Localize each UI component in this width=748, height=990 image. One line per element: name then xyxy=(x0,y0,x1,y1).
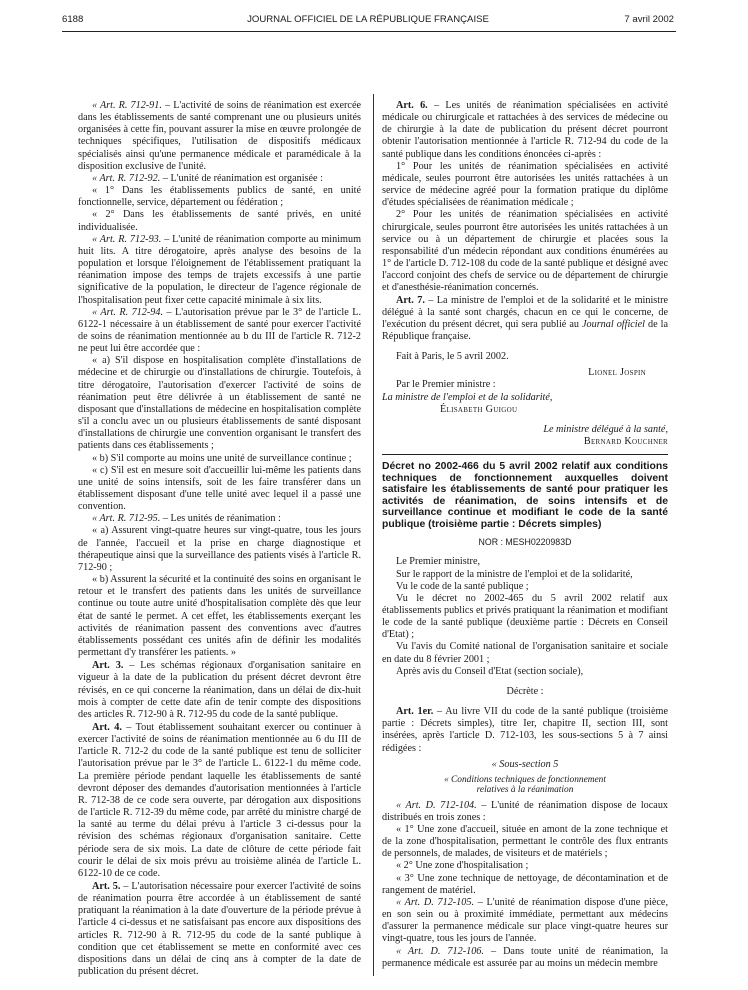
paragraph: « a) Assurent vingt-quatre heures sur vingt-quatre, tous les jours de l'année, l'accueil et la prise en charge diagnostique et thérapeutique ainsi que la surveillance des patients visés à l'article R. 712-90 ; xyxy=(78,525,361,573)
article-d712-106 xyxy=(382,946,668,970)
article-4 xyxy=(78,722,361,880)
preamble-line: Le Premier ministre, xyxy=(396,556,481,568)
article-d712-105 xyxy=(382,897,668,946)
right-column xyxy=(382,100,668,970)
article-1 xyxy=(382,706,668,755)
prime-minister-intro: Par le Premier ministre : xyxy=(396,379,496,391)
article-ref: « Art. R. 712-94. xyxy=(92,306,163,318)
paragraph: « a) S'il dispose en hospitalisation complète d'installations de médecine et de chirurgie ou d'installations de chirurgie. Toutefois, à titre dérogatoire, l'autorisation d'exercer l'activité de soins de réanimation peut être délivrée à un établissement de santé ne disposant que d'installations de médecine en hospitalisation complète s'il a conclu avec un ou plusieurs établissements de santé disposant d'installations de chirurgie une convention organisant le transfert des patients dans ces établissements ; xyxy=(78,355,361,452)
preamble-line: Vu le code de la santé publique ; xyxy=(396,580,529,592)
paragraph: « b) Assurent la sécurité et la continuité des soins en organisant le retour et le transfert des patients dans les unités de surveillance continue ou toute autre unité d'hospitalisation complète dès que leur état de santé le permet. A cet effet, les établissements exerçant les activités de réanimation passent des conventions avec d'autres établissements possédant ces unités afin de définir les modalités permettant d'y transférer les patients. » xyxy=(78,574,361,659)
paragraph: « 2° Dans les établissements de santé privés, en unité individualisée. xyxy=(78,209,361,233)
issue-date: 7 avril 2002 xyxy=(624,14,674,25)
article-text: – L'autorisation nécessaire pour exercer l'activité de soins de réanimation pourra être accordée à un établissement de santé pratiquant la réanimation à la date d'ouverture de la période prévue à l'article 4 ci-dessus et ne satisfaisant pas encore aux dispositions des articles R. 712-90 à R. 712-95 du code de la santé publique à condition que cet établissement se mette en conformité avec ces dispositions dans un délai de cinq ans à compter de la date de publication du présent décret. xyxy=(78,881,361,978)
article-text: – Les unités de réanimation spécialisées en activité médicale ou chirurgicale et rattachées à des services de médecine ou de chirurgie à la date de publication du présent décret pourront obtenir l'autorisation mentionnée à l'article R. 712-94 du code de la santé publique dans les conditions énoncées ci-après : xyxy=(382,100,668,160)
article-r712-91 xyxy=(78,100,361,173)
article-ref: « Art. D. 712-104. xyxy=(396,799,477,811)
paragraph: « b) S'il comporte au moins une unité de surveillance continue ; xyxy=(92,452,352,464)
article-text: – L'unité de réanimation est organisée : xyxy=(160,172,323,184)
article-text: – Au livre VII du code de la santé publique (troisième partie : Décrets simples), titre Ier, chapitre II, section III, sont insérées, après l'article D. 712-103, les sous-sections 5 à 7 ainsi rédigées : xyxy=(382,706,668,754)
article-ref: « Art. D. 712-106. xyxy=(396,945,484,957)
article-r712-92 xyxy=(78,173,361,185)
section-rule xyxy=(382,454,668,455)
article-text: – Les schémas régionaux d'organisation sanitaire en vigueur à la date de la publication du présent décret devront être révisés, en ce qui concerne la réanimation, dans un délai de dix-huit mois à compter de cette date afin de tenir compte des dispositions des articles R. 712-90 à R. 712-95 du code de la santé publique. xyxy=(78,660,361,720)
page-number: 6188 xyxy=(62,14,84,25)
article-label: Art. 5. xyxy=(92,881,121,892)
decree-title: Décret no 2002-466 du 5 avril 2002 relatif aux conditions techniques de fonctionnement auxquelles doivent satisfaire les établissements de santé pour pratiquer les activités de réanimation, de soins intensifs et de surveillance continue et modifiant le code de la santé publique (troisième partie : Décrets simples) xyxy=(382,461,668,530)
preamble-line: Vu le décret no 2002-465 du 5 avril 2002 relatif aux établissements publics et privés pratiquant la réanimation et modifiant le code de la santé publique (deuxième partie : Décrets en Conseil d'Etat) ; xyxy=(382,592,668,641)
paragraph: « 1° Dans les établissements publics de santé, en unité fonctionnelle, service, département ou fédération ; xyxy=(78,185,361,209)
paragraph: « 1° Une zone d'accueil, située en amont de la zone technique et de la zone d'hospitalisation, permettant le contrôle des flux entrants de personnels, de malades, de visiteurs et de matériels ; xyxy=(382,824,668,860)
article-label: Art. 4. xyxy=(92,721,122,733)
prime-minister-name: Lionel Jospin xyxy=(588,367,646,379)
article-label: Art. 7. xyxy=(396,294,425,306)
article-3 xyxy=(78,660,361,721)
article-text: – L'unité de réanimation dispose d'une pièce, en son sein ou à proximité immédiate, permettant aux médecins d'assurer la permanence médicale sur place vingt-quatre heures sur vingt-quatre, tous les jours de l'année. xyxy=(382,896,668,945)
subsection-title: « Conditions techniques de fonctionnement relatives à la réanimation xyxy=(444,774,606,796)
paragraph: 2° Pour les unités de réanimation spécialisées en activité chirurgicale, seules pourront être autorisées les unités rattachées à un service ou à un département de chirurgie et placées sous la responsabilité d'un médecin répondant aux conditions énumérées au 1° de l'article D. 712-108 du code de la santé publique et désigné avec l'accord conjoint des chefs de service ou de département de chirurgie et d'anesthésie-réanimation concernés. xyxy=(382,209,668,294)
article-label: Art. 1er. xyxy=(396,706,434,718)
article-r712-93 xyxy=(78,234,361,307)
paragraph: 1° Pour les unités de réanimation spécialisées en activité médicale, seules pourront être autorisées les unités rattachées à un service de médecine agréé pour la formation pratique du diplôme d'études spécialisées de réanimation médicale ; xyxy=(382,160,668,209)
article-r712-94 xyxy=(78,307,361,356)
preamble-line: Après avis du Conseil d'Etat (section sociale), xyxy=(396,665,584,677)
article-text: – L'activité de soins de réanimation est exercée dans les établissements de santé comprenant une ou plusieurs unités organisées à cette fin, pouvant assurer la mise en œuvre prolongée de techniques spécifiques, l'utilisation de dispositifs médicaux spécialisés ainsi qu'une permanence médicale et paramédicale à la disposition exclusive de l'unité. xyxy=(78,100,361,172)
delegate-name: Bernard Kouchner xyxy=(583,436,668,448)
journal-title: JOURNAL OFFICIEL DE LA RÉPUBLIQUE FRANÇAISE xyxy=(247,14,489,25)
article-6 xyxy=(382,100,668,161)
minister-name: Élisabeth Guigou xyxy=(440,403,518,415)
header-rule xyxy=(62,31,676,32)
article-r712-95 xyxy=(78,513,361,525)
journal-name: Journal officiel xyxy=(581,318,645,330)
paragraph: « c) S'il est en mesure soit d'accueillir lui-même les patients dans une unité de soins intensifs, soit de les faire transférer dans un établissement disposant d'une telle unité avec lequel il a passé une convention. xyxy=(78,464,361,513)
paragraph: « 2° Une zone d'hospitalisation ; xyxy=(396,860,529,872)
article-text: – Dans toute unité de réanimation, la permanence médicale est assurée par au moins un médecin membre xyxy=(382,945,668,969)
article-d712-104 xyxy=(382,800,668,824)
article-ref: « Art. D. 712-105. xyxy=(396,896,475,908)
article-ref: « Art. R. 712-95. xyxy=(92,513,161,525)
article-text: – La ministre de l'emploi et de la solidarité et le ministre délégué à la santé sont chargés, chacun en ce qui le concerne, de l'exécution du présent décret, qui sera publié au xyxy=(382,294,668,330)
article-text: – L'unité de réanimation dispose de locaux distribués en trois zones : xyxy=(382,799,669,823)
article-label: Art. 6. xyxy=(396,100,428,111)
page-header xyxy=(62,14,674,30)
left-column xyxy=(78,100,361,978)
made-at: Fait à Paris, le 5 avril 2002. xyxy=(396,351,509,363)
minister-title: La ministre de l'emploi et de la solidarité, xyxy=(382,391,553,403)
article-text: – L'autorisation prévue par le 3° de l'article L. 6122-1 nécessaire à un établissement de santé pour exercer l'activité de soins de réanimation mentionnée au b du III de l'article R. 712-2 ne peut lui être accordée que : xyxy=(78,306,362,355)
article-text: – Tout établissement souhaitant exercer ou continuer à exercer l'activité de soins de réanimation mentionnée au 6 du III de l'article R. 712-2 du code de la santé publique est tenu de solliciter l'autorisation prévue par le 3° de l'article L. 6122-1 du même code. La première période pendant laquelle les établissements de santé devront déposer des demandes d'autorisation mentionnées à l'article R. 712-38 de ce code sera ouverte, par dérogation aux dispositions de l'article R. 712-39 du même code, par arrêté du ministre chargé de la santé au terme du délai prévu à l'article 3 ci-dessus pour la révision des schémas régionaux d'organisation sanitaire. Cette période sera de six mois. La date de clôture de cette période fait courir le délai de six mois prévu au troisième alinéa de l'article L. 6122-10 de ce code. xyxy=(78,721,361,879)
column-divider xyxy=(373,94,374,976)
article-ref: « Art. R. 712-92. xyxy=(92,172,161,184)
nor-reference: NOR : MESH0220983D xyxy=(478,537,572,548)
article-5 xyxy=(78,881,361,978)
article-text: – Les unités de réanimation : xyxy=(160,513,281,525)
article-7 xyxy=(382,295,668,344)
subsection-heading: « Sous-section 5 xyxy=(491,758,559,770)
article-text-end: de la République française. xyxy=(382,318,669,342)
article-label: Art. 3. xyxy=(92,660,124,672)
decrete-line: Décrète : xyxy=(506,685,544,697)
delegate-title: Le ministre délégué à la santé, xyxy=(543,423,668,435)
article-ref: « Art. R. 712-91. xyxy=(92,100,162,111)
paragraph: « 3° Une zone technique de nettoyage, de décontamination et de rangement de matériel. xyxy=(382,872,668,896)
article-text: – L'unité de réanimation comporte au minimum huit lits. A titre dérogatoire, après analyse des besoins de la population et lorsque l'éloignement de l'établissement pratiquant la réanimation impose des temps de trajets excessifs à une partie significative de la population, le directeur de l'agence régionale de l'hospitalisation peut fixer cette capacité minimale à six lits. xyxy=(78,233,362,306)
preamble-line: Vu l'avis du Comité national de l'organisation sanitaire et sociale en date du 8 février 2001 ; xyxy=(382,641,668,665)
preamble-line: Sur le rapport de la ministre de l'emploi et de la solidarité, xyxy=(396,568,633,580)
article-ref: « Art. R. 712-93. xyxy=(92,233,162,245)
